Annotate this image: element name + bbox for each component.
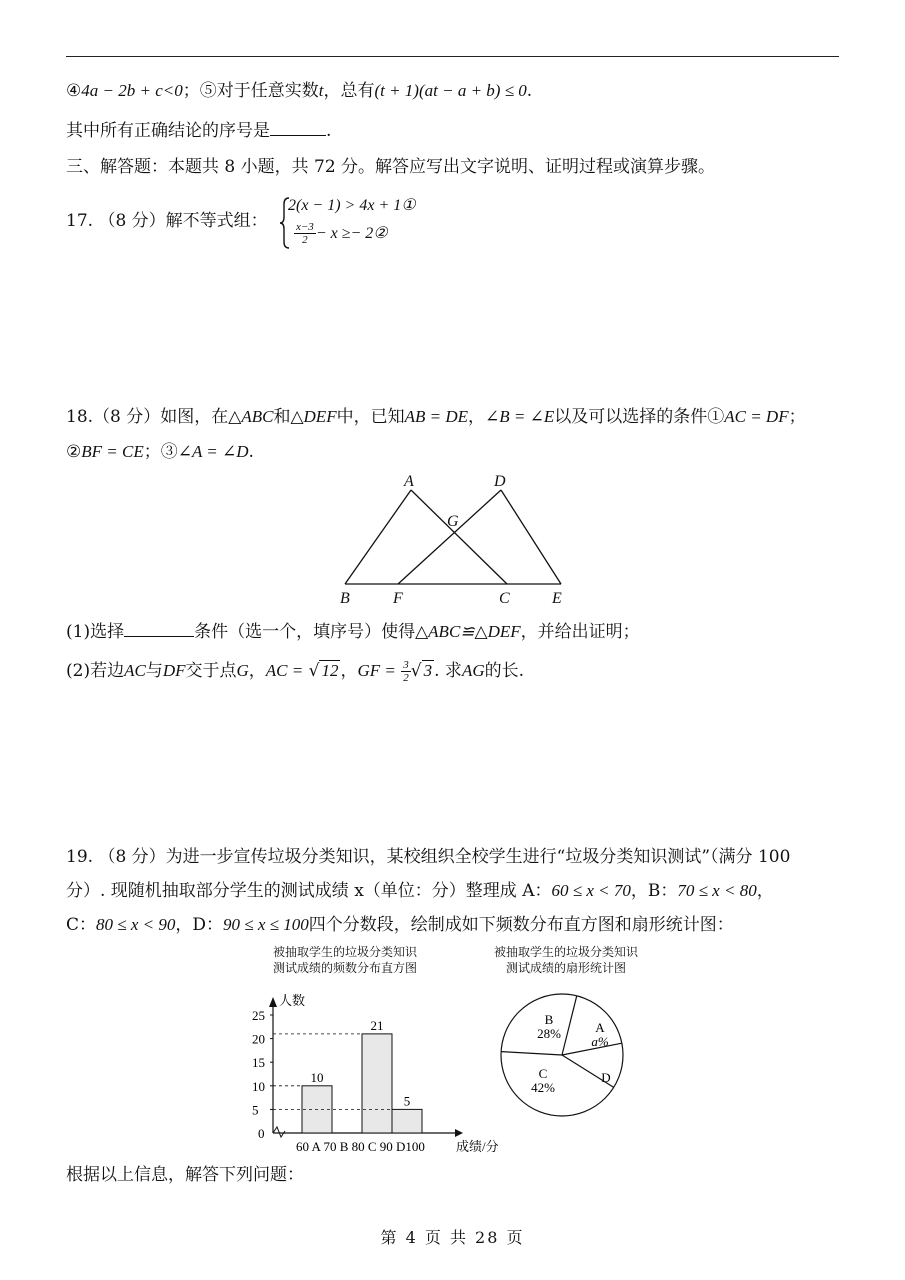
pie-title-line-1: 被抽取学生的垃圾分类知识 — [493, 945, 638, 959]
slice-label-C: C — [538, 1066, 548, 1081]
text: 和△ — [273, 407, 304, 427]
answer-line — [66, 119, 331, 142]
text: 与 — [145, 661, 163, 681]
top-rule — [66, 56, 839, 57]
label-d: D — [494, 473, 506, 490]
bar-data-label: 21 — [370, 1017, 384, 1033]
section-3-heading: 三、解答题：本题共 8 小题，共 72 分。解答应写出文字说明、证明过程或演算步骤。 — [66, 157, 716, 177]
sqrt-sign-icon: √ — [410, 661, 422, 681]
bar-C — [362, 1034, 392, 1133]
text: 条件（选一个，填序号）使得△ — [194, 622, 429, 642]
text: . 求 — [434, 661, 462, 681]
segment-ab — [345, 490, 411, 584]
q19-line-2 — [66, 880, 774, 902]
q19-line-1: 19. （8 分）为进一步宣传垃圾分类知识，某校组织全校学生进行“垃圾分类知识测试”（满分 100 — [66, 847, 791, 867]
triangle-abc: ABC — [241, 407, 274, 426]
segment-de — [501, 490, 561, 584]
y-tick-label: 10 — [252, 1078, 265, 1094]
y-tick-label: 5 — [252, 1102, 259, 1118]
text: ，D： — [175, 915, 224, 935]
range-d: 90 ≤ x ≤ 100 — [223, 915, 309, 934]
frac-den: 2 — [403, 672, 409, 684]
range-c: 80 ≤ x < 90 — [96, 915, 176, 934]
frac-num: x−3 — [296, 221, 314, 233]
y-tick-label: 20 — [252, 1031, 265, 1047]
statement-4-5 — [66, 80, 532, 102]
frac-den: 2 — [302, 234, 308, 246]
ac-eq: AC = — [265, 661, 304, 680]
text: 的长. — [484, 661, 525, 681]
axis-break-icon — [273, 1127, 285, 1137]
x-tick-labels: 60 A 70 B 80 C 90 D100 — [296, 1139, 425, 1154]
histogram-title-line-1: 被抽取学生的垃圾分类知识 — [272, 945, 417, 959]
q17-ineq-1: 2(x − 1) > 4x + 1① — [288, 197, 416, 214]
period: . — [326, 121, 332, 141]
text: ，并给出证明； — [520, 622, 640, 642]
q18-line-1 — [66, 406, 806, 428]
text: ； — [788, 407, 806, 427]
text: (2)若边 — [66, 661, 125, 681]
expr-4: 4a − 2b + c<0 — [81, 81, 183, 100]
histogram-chart — [240, 985, 530, 1160]
q18-triangle-figure — [330, 470, 580, 610]
text: ， — [467, 407, 485, 427]
slice-label-D: D — [601, 1070, 611, 1085]
text: ；③ — [143, 442, 178, 462]
cond-angle-b-e: ∠B = ∠E — [484, 407, 555, 426]
label-b: B — [340, 590, 350, 607]
cond-ac-df: AC = DF — [724, 407, 789, 426]
var-g: G — [236, 661, 249, 680]
y-tick-label: 15 — [252, 1055, 265, 1071]
text: 交于点 — [185, 661, 237, 681]
pie-title-line-2: 测试成绩的扇形统计图 — [505, 961, 626, 975]
segment-ac — [411, 490, 507, 584]
text: ，B： — [630, 881, 678, 901]
bar-data-label: 5 — [403, 1093, 411, 1109]
period: . — [248, 442, 254, 462]
slice-value-C: 42% — [531, 1080, 555, 1095]
frac-num: 3 — [403, 659, 409, 671]
text: 以及可以选择的条件① — [554, 407, 725, 427]
q18-sub-1 — [66, 620, 640, 643]
var-df: DF — [162, 661, 186, 680]
pie-divider — [501, 1052, 562, 1055]
congruence: ABC≌△DEF — [428, 622, 521, 641]
item-4-marker: ④ — [66, 81, 82, 101]
q17-fraction — [294, 221, 316, 246]
gf-eq: GF = — [357, 661, 396, 680]
statement-5-mid: ，总有 — [323, 81, 375, 101]
y-axis-label: 人数 — [279, 993, 306, 1008]
histogram-title-line-2: 测试成绩的频数分布直方图 — [272, 961, 417, 975]
cond-bf-ce: BF = CE — [81, 442, 144, 461]
sqrt-3: 3 — [423, 661, 433, 680]
label-g: G — [447, 513, 459, 530]
sqrt-12: 12 — [321, 661, 339, 680]
text: 四个分数段，绘制成如下频数分布直方图和扇形统计图： — [308, 915, 734, 935]
cond-angle-a-d: ∠A = ∠D — [177, 442, 249, 461]
label-f: F — [393, 590, 403, 607]
slice-label-B: B — [544, 1012, 554, 1027]
range-b: 70 ≤ x < 80 — [677, 881, 757, 900]
expr-5: (t + 1)(at − a + b) ≤ 0 — [374, 81, 527, 100]
range-a: 60 ≤ x < 70 — [551, 881, 631, 900]
text: (1)选择 — [66, 622, 125, 642]
pie-chart — [495, 990, 635, 1120]
triangle-def: DEF — [303, 407, 337, 426]
var-t: t — [318, 81, 324, 100]
q17-system — [278, 196, 478, 250]
var-ac: AC — [124, 661, 146, 680]
pie-divider — [562, 996, 577, 1055]
answer-prompt: 其中所有正确结论的序号是 — [66, 121, 270, 141]
histogram-title — [245, 944, 445, 976]
period: . — [526, 81, 533, 101]
slice-value-B: 28% — [537, 1026, 561, 1041]
answer-blank — [270, 119, 326, 136]
text: ② — [66, 442, 82, 462]
sqrt-sign-icon: √ — [308, 661, 320, 681]
q19-after: 根据以上信息，解答下列问题： — [66, 1165, 304, 1185]
y-axis-arrow-icon — [269, 997, 277, 1007]
q18-choice-blank — [124, 620, 194, 637]
statement-5-text: ；⑤对于任意实数 — [182, 81, 319, 101]
text: C： — [66, 915, 97, 935]
text: 中，已知 — [336, 407, 405, 427]
q17-ineq-2 — [294, 220, 388, 247]
label-e: E — [552, 590, 562, 607]
q17-prefix: 17. （8 分）解不等式组： — [66, 211, 268, 231]
text: ， — [756, 881, 774, 901]
x-axis-arrow-icon — [455, 1129, 463, 1137]
text: ， — [340, 661, 358, 681]
text: 分）. 现随机抽取部分学生的测试成绩 x（单位：分）整理成 A： — [66, 881, 552, 901]
text: ， — [248, 661, 266, 681]
pie-title — [466, 944, 666, 976]
q19-line-3 — [66, 914, 734, 936]
gf-fraction — [401, 659, 411, 684]
bar-D — [392, 1109, 422, 1133]
x-axis-label: 成绩/分 — [456, 1139, 499, 1154]
q18-sub-2 — [66, 659, 524, 684]
text: 18.（8 分）如图，在△ — [66, 407, 242, 427]
y-tick-label: 25 — [252, 1008, 265, 1023]
label-a: A — [404, 473, 414, 490]
label-c: C — [499, 590, 510, 607]
y-tick-label: 0 — [258, 1126, 265, 1141]
slice-value-A: a% — [591, 1034, 609, 1049]
bar-data-label: 10 — [310, 1069, 324, 1085]
var-ag: AG — [461, 661, 485, 680]
slice-label-A: A — [595, 1020, 605, 1035]
page-footer: 第 4 页 共 28 页 — [380, 1228, 525, 1247]
segment-fd — [398, 490, 501, 584]
q17-ineq-2-rest: − x ≥− 2② — [315, 225, 388, 242]
q18-line-2 — [66, 441, 254, 463]
cond-ab-de: AB = DE — [404, 407, 468, 426]
